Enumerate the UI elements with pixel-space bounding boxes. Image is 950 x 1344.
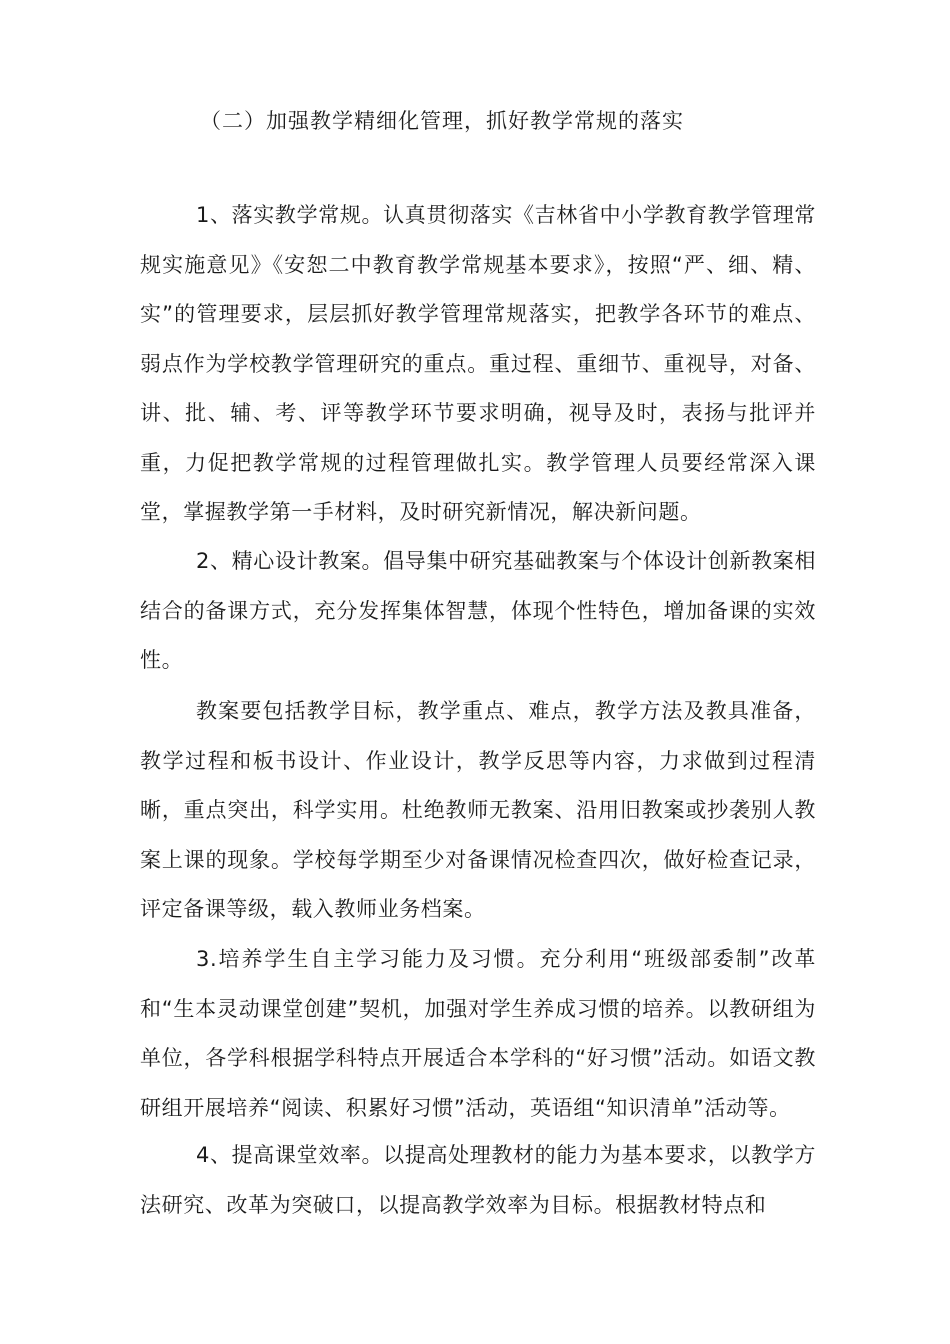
section-heading: （二）加强教学精细化管理，抓好教学常规的落实 xyxy=(200,109,684,133)
paragraph-learning-habits: 3.培养学生自主学习能力及习惯。充分利用“班级部委制”改革和“生本灵动课堂创建”契机，加强对学生养成习惯的培养。以教研组为单位，各学科根据学科特点开展适合本学科的“好习惯”活动。如语文教研组开展培养“阅读、积累好习惯”活动，英语组“知识清单”活动等。 xyxy=(140,947,816,1120)
paragraph-lesson-plan-content: 教案要包括教学目标，教学重点、难点，教学方法及教具准备，教学过程和板书设计、作业设计，教学反思等内容，力求做到过程清晰，重点突出，科学实用。杜绝教师无教案、沿用旧教案或抄袭别人教案上课的现象。学校每学期至少对备课情况检查四次，做好检查记录，评定备课等级，载入教师业务档案。 xyxy=(140,699,816,921)
paragraph-classroom-efficiency: 4、提高课堂效率。以提高处理教材的能力为基本要求，以教学方法研究、改革为突破口，以提高教学效率为目标。根据教材特点和 xyxy=(140,1143,816,1217)
paragraph-lesson-plan-design: 2、精心设计教案。倡导集中研究基础教案与个体设计创新教案相结合的备课方式，充分发挥集体智慧，体现个性特色，增加备课的实效性。 xyxy=(140,549,816,672)
paragraph-teaching-routine: 1、落实教学常规。认真贯彻落实《吉林省中小学教育教学管理常规实施意见》《安恕二中教育教学常规基本要求》，按照“严、细、精、实”的管理要求，层层抓好教学管理常规落实，把教学各环节的难点、弱点作为学校教学管理研究的重点。重过程、重细节、重视导，对备、讲、批、辅、考、评等教学环节要求明确，视导及时，表扬与批评并重，力促把教学常规的过程管理做扎实。教学管理人员要经常深入课堂，掌握教学第一手材料，及时研究新情况，解决新问题。 xyxy=(140,203,816,524)
